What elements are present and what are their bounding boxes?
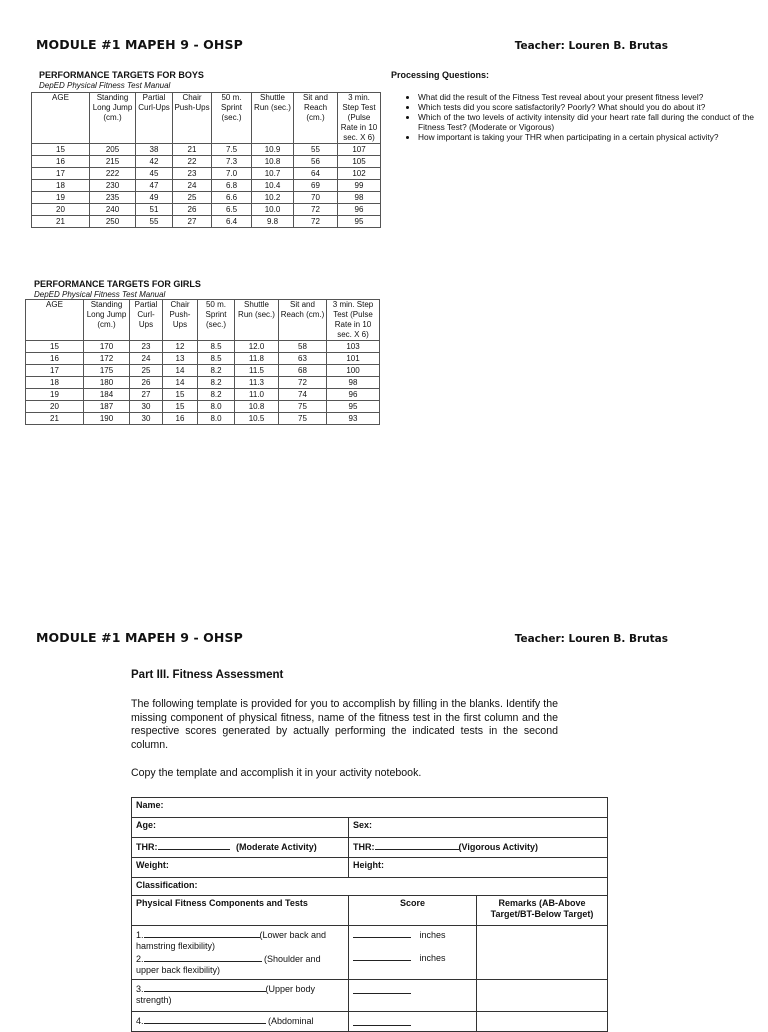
table-cell: 42	[136, 156, 173, 168]
table-cell: 10.2	[252, 192, 294, 204]
boys-column-header: AGE	[32, 93, 90, 144]
table-cell: 10.8	[252, 156, 294, 168]
height-field: Height:	[349, 858, 608, 878]
table-cell: 19	[26, 389, 84, 401]
girls-column-header: Sit and Reach (cm.)	[279, 300, 327, 341]
table-cell: 75	[279, 413, 327, 425]
girls-table-subtitle: DepED Physical Fitness Test Manual	[34, 290, 166, 299]
table-cell: 51	[136, 204, 173, 216]
thr-moderate-field	[132, 838, 349, 858]
remarks-cell	[477, 980, 608, 1012]
table-cell: 75	[279, 401, 327, 413]
table-cell: 26	[130, 377, 163, 389]
table-cell: 8.5	[198, 353, 235, 365]
table-cell: 9.8	[252, 216, 294, 228]
table-cell: 175	[84, 365, 130, 377]
table-row	[32, 180, 381, 192]
score-blank	[353, 928, 411, 938]
table-row	[32, 192, 381, 204]
table-cell: 64	[294, 168, 338, 180]
question-item: • How important is taking your THR when participating in a certain physical activity?	[418, 132, 754, 142]
table-cell: 18	[26, 377, 84, 389]
table-cell: 6.8	[212, 180, 252, 192]
girls-column-header: Chair Push-Ups	[163, 300, 198, 341]
table-row	[26, 389, 380, 401]
table-cell: 20	[32, 204, 90, 216]
score-blank	[353, 951, 411, 961]
table-cell: 98	[327, 377, 380, 389]
sex-field: Sex:	[349, 818, 608, 838]
abdominal-test-cell	[132, 1012, 349, 1032]
table-row	[26, 377, 380, 389]
table-cell: 20	[26, 401, 84, 413]
name-field: Name:	[132, 798, 608, 818]
table-cell: 72	[294, 204, 338, 216]
question-item: • Which of the two levels of activity intensity did your heart rate fall during the conduct of the Fitness Test? (Moderate or Vigorous)	[418, 112, 754, 132]
table-cell: 8.5	[198, 341, 235, 353]
table-cell: 100	[327, 365, 380, 377]
table-cell: 14	[163, 365, 198, 377]
teacher-name: Teacher: Louren B. Brutas	[514, 40, 668, 52]
module-title: MODULE #1 MAPEH 9 - OHSP	[36, 37, 243, 52]
table-cell: 58	[279, 341, 327, 353]
table-cell: 15	[26, 341, 84, 353]
flexibility-score-cell	[349, 926, 477, 980]
processing-questions-title: Processing Questions:	[391, 70, 490, 80]
module-title: MODULE #1 MAPEH 9 - OHSP	[36, 630, 243, 645]
table-cell: 69	[294, 180, 338, 192]
instructions-paragraph: The following template is provided for you to accomplish by filling in the blanks. Identify the missing component of physical fitness, name of the fitness test in the first column and the respective scores generated by actually performing the indicated tests in the second column.	[131, 698, 558, 751]
girls-targets-table	[25, 299, 380, 425]
table-cell: 11.5	[235, 365, 279, 377]
table-cell: 8.2	[198, 365, 235, 377]
boys-table-subtitle: DepED Physical Fitness Test Manual	[39, 81, 171, 90]
table-cell: 6.4	[212, 216, 252, 228]
boys-column-header: Shuttle Run (sec.)	[252, 93, 294, 144]
table-cell: 7.5	[212, 144, 252, 156]
table-cell: 107	[338, 144, 381, 156]
table-cell: 8.0	[198, 413, 235, 425]
boys-column-header: Standing Long Jump (cm.)	[90, 93, 136, 144]
table-cell: 105	[338, 156, 381, 168]
table-cell: 25	[173, 192, 212, 204]
teacher-name: Teacher: Louren B. Brutas	[514, 633, 668, 645]
table-row	[32, 204, 381, 216]
unit-label: inches	[419, 953, 446, 963]
table-cell: 205	[90, 144, 136, 156]
item-1: 1. (Lower back and	[136, 930, 327, 940]
table-cell: 23	[130, 341, 163, 353]
table-cell: 25	[130, 365, 163, 377]
table-cell: 27	[130, 389, 163, 401]
table-cell: 26	[173, 204, 212, 216]
boys-column-header: 50 m. Sprint (sec.)	[212, 93, 252, 144]
table-cell: 102	[338, 168, 381, 180]
item-4: 4. (Abdominal	[136, 1016, 314, 1026]
table-cell: 6.5	[212, 204, 252, 216]
thr-vigorous-field	[349, 838, 608, 858]
table-cell: 95	[338, 216, 381, 228]
table-cell: 235	[90, 192, 136, 204]
vigorous-label: (Vigorous Activity)	[458, 842, 539, 852]
girls-column-header: Partial Curl-Ups	[130, 300, 163, 341]
table-cell: 23	[173, 168, 212, 180]
question-item: • What did the result of the Fitness Test reveal about your present fitness level?	[418, 92, 754, 102]
table-cell: 19	[32, 192, 90, 204]
table-cell: 10.9	[252, 144, 294, 156]
thr-label: THR:	[136, 842, 158, 852]
table-cell: 11.8	[235, 353, 279, 365]
weight-field: Weight:	[132, 858, 349, 878]
components-header: Physical Fitness Components and Tests	[132, 896, 349, 926]
table-cell: 180	[84, 377, 130, 389]
table-row	[26, 401, 380, 413]
table-cell: 18	[32, 180, 90, 192]
boys-column-header: Sit and Reach (cm.)	[294, 93, 338, 144]
table-cell: 24	[130, 353, 163, 365]
table-cell: 170	[84, 341, 130, 353]
girls-column-header: AGE	[26, 300, 84, 341]
table-cell: 184	[84, 389, 130, 401]
table-cell: 250	[90, 216, 136, 228]
table-cell: 22	[173, 156, 212, 168]
table-row	[26, 341, 380, 353]
table-cell: 17	[32, 168, 90, 180]
table-cell: 15	[163, 401, 198, 413]
table-cell: 240	[90, 204, 136, 216]
table-cell: 45	[136, 168, 173, 180]
table-cell: 172	[84, 353, 130, 365]
strength-test-cell	[132, 980, 349, 1012]
table-cell: 68	[279, 365, 327, 377]
table-cell: 101	[327, 353, 380, 365]
table-cell: 16	[26, 353, 84, 365]
table-cell: 12.0	[235, 341, 279, 353]
table-cell: 13	[163, 353, 198, 365]
strength-score-cell	[349, 980, 477, 1012]
table-cell: 21	[32, 216, 90, 228]
table-cell: 187	[84, 401, 130, 413]
table-cell: 230	[90, 180, 136, 192]
table-cell: 49	[136, 192, 173, 204]
table-cell: 10.8	[235, 401, 279, 413]
table-cell: 30	[130, 413, 163, 425]
table-row	[32, 168, 381, 180]
table-cell: 15	[163, 389, 198, 401]
girls-column-header: Standing Long Jump (cm.)	[84, 300, 130, 341]
item-1-cont: hamstring flexibility)	[136, 941, 216, 951]
table-cell: 10.7	[252, 168, 294, 180]
boys-table-title: PERFORMANCE TARGETS FOR BOYS	[39, 70, 204, 80]
table-cell: 16	[163, 413, 198, 425]
unit-label: inches	[419, 930, 446, 940]
table-row	[26, 413, 380, 425]
blank-line	[158, 840, 230, 850]
table-cell: 74	[279, 389, 327, 401]
table-row	[26, 353, 380, 365]
table-cell: 10.5	[235, 413, 279, 425]
blank-line	[375, 840, 459, 850]
copy-instruction: Copy the template and accomplish it in your activity notebook.	[131, 767, 422, 779]
table-cell: 190	[84, 413, 130, 425]
table-cell: 8.0	[198, 401, 235, 413]
part-title: Part III. Fitness Assessment	[131, 669, 284, 681]
classification-field: Classification:	[132, 878, 608, 896]
thr-label: THR:	[353, 842, 375, 852]
item-2: 2. (Shoulder and	[136, 954, 321, 964]
abdominal-score-cell	[349, 1012, 477, 1032]
remarks-header: Remarks (AB-Above Target/BT-Below Target)	[477, 896, 608, 926]
girls-table-title: PERFORMANCE TARGETS FOR GIRLS	[34, 279, 201, 289]
table-cell: 12	[163, 341, 198, 353]
boys-column-header: Chair Push-Ups	[173, 93, 212, 144]
table-cell: 21	[173, 144, 212, 156]
boys-targets-table	[31, 92, 381, 228]
table-cell: 24	[173, 180, 212, 192]
table-cell: 93	[327, 413, 380, 425]
table-cell: 72	[294, 216, 338, 228]
score-header: Score	[349, 896, 477, 926]
girls-column-header: Shuttle Run (sec.)	[235, 300, 279, 341]
table-cell: 96	[338, 204, 381, 216]
fitness-assessment-template	[131, 797, 608, 1032]
remarks-cell	[477, 926, 608, 980]
table-cell: 30	[130, 401, 163, 413]
processing-questions-list	[400, 92, 754, 142]
table-cell: 11.0	[235, 389, 279, 401]
score-blank	[353, 1016, 411, 1026]
table-cell: 15	[32, 144, 90, 156]
table-cell: 27	[173, 216, 212, 228]
table-row	[32, 216, 381, 228]
table-cell: 103	[327, 341, 380, 353]
table-cell: 98	[338, 192, 381, 204]
table-cell: 6.6	[212, 192, 252, 204]
table-row	[32, 144, 381, 156]
table-cell: 16	[32, 156, 90, 168]
girls-column-header: 50 m. Sprint (sec.)	[198, 300, 235, 341]
item-3-cont: strength)	[136, 995, 172, 1005]
table-cell: 70	[294, 192, 338, 204]
table-cell: 56	[294, 156, 338, 168]
age-field: Age:	[132, 818, 349, 838]
moderate-label: (Moderate Activity)	[236, 842, 317, 852]
girls-column-header: 3 min. Step Test (Pulse Rate in 10 sec. X 6)	[327, 300, 380, 341]
remarks-cell	[477, 1012, 608, 1032]
table-cell: 96	[327, 389, 380, 401]
item-2-cont: upper back flexibility)	[136, 965, 221, 975]
table-cell: 47	[136, 180, 173, 192]
table-row	[26, 365, 380, 377]
table-cell: 21	[26, 413, 84, 425]
question-item: • Which tests did you score satisfactorily? Poorly? What should you do about it?	[418, 102, 754, 112]
table-cell: 38	[136, 144, 173, 156]
table-cell: 7.0	[212, 168, 252, 180]
table-cell: 10.4	[252, 180, 294, 192]
score-blank	[353, 984, 411, 994]
flexibility-tests-cell	[132, 926, 349, 980]
table-cell: 55	[294, 144, 338, 156]
boys-column-header: 3 min. Step Test (Pulse Rate in 10 sec. X 6)	[338, 93, 381, 144]
table-cell: 95	[327, 401, 380, 413]
table-cell: 7.3	[212, 156, 252, 168]
table-cell: 8.2	[198, 389, 235, 401]
item-3: 3. (Upper body	[136, 984, 316, 994]
table-cell: 222	[90, 168, 136, 180]
boys-column-header: Partial Curl-Ups	[136, 93, 173, 144]
table-row	[32, 156, 381, 168]
table-cell: 99	[338, 180, 381, 192]
table-cell: 215	[90, 156, 136, 168]
table-cell: 11.3	[235, 377, 279, 389]
table-cell: 8.2	[198, 377, 235, 389]
table-cell: 10.0	[252, 204, 294, 216]
table-cell: 63	[279, 353, 327, 365]
page-header-top	[36, 37, 668, 52]
page-header-second	[36, 630, 668, 645]
table-cell: 72	[279, 377, 327, 389]
table-cell: 17	[26, 365, 84, 377]
table-cell: 55	[136, 216, 173, 228]
table-cell: 14	[163, 377, 198, 389]
